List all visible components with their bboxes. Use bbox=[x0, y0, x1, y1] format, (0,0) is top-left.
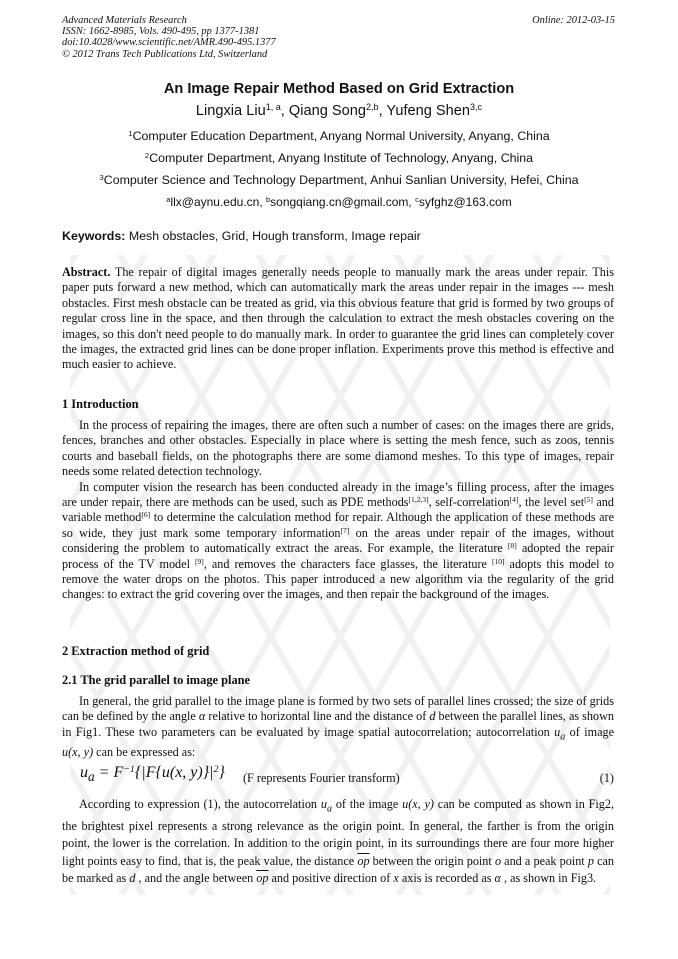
equation-note: (F represents Fourier transform) bbox=[243, 771, 400, 785]
citation[interactable]: [6] bbox=[141, 510, 151, 520]
citation[interactable]: [9] bbox=[194, 556, 204, 566]
section-2-heading: 2 Extraction method of grid bbox=[62, 644, 210, 658]
keywords-label: Keywords: bbox=[62, 229, 126, 243]
abstract bbox=[62, 265, 614, 373]
paragraph: In the process of repairing the images, there are often such a number of cases: on the images there are grids, fences, branches and other obstacles. Especially in place where is setting the mesh fence, such as zoos, tennis courts and baseball fields, on the photographs there are some diamond meshes. To this type of images, repair needs some related detection technology. bbox=[62, 418, 614, 479]
email-sup: a bbox=[166, 194, 171, 204]
equation-math: $u_a = F^{-1}\{|F\{u(x$, $y)\}|^2$} bbox=[80, 763, 225, 785]
aff-text: Computer Science and Technology Department, Anhui Sanlian University, Hefei, China bbox=[103, 173, 579, 187]
paper-title: An Image Repair Method Based on Grid Extraction bbox=[163, 81, 515, 97]
email-sup: b bbox=[266, 194, 271, 204]
author-list: Lingxia Liu$^{1, a}$, Qiang Song$^{2,b}$, Yufeng Shen$^{3,c}$ bbox=[195, 102, 483, 119]
citation[interactable]: [5] bbox=[584, 494, 593, 504]
journal-header bbox=[62, 15, 276, 60]
copyright: © 2012 Trans Tech Publications Ltd, Switzerland bbox=[62, 48, 268, 60]
citation[interactable]: [10] bbox=[491, 556, 505, 566]
paragraph: In general, the grid parallel to the image plane is formed by two sets of parallel lines crossed; the size of grids can be defined by the angle α relative to horizontal line and the distance of d between the parallel lines, as shown in Fig1. These two parameters can be evaluated by image spatial autocorrelation; autocorrelation $u_a$ of image u(x, y) can be expressed as: bbox=[62, 694, 614, 759]
keywords-text: Mesh obstacles, Grid, Hough transform, Image repair bbox=[128, 229, 421, 243]
issn: ISSN: 1662-8985, Vols. 490-495, pp 1377-1381 bbox=[62, 26, 260, 38]
abstract-text: The repair of digital images generally needs people to manually mark the areas under repair. This paper puts forward a new method, which can automatically mark the areas under repair in the images --- mesh obstacles. First mesh obstacle can be treated as grid, via this obvious feature that grid is formed by two groups of regular cross line in the space, and then through the calculation to extract the mesh obstacles covering on the images, so this don't need people to do manually mark. In order to guarantee the grid lines can completely cover the images, the extracted grid lines can be done proper inflation. Experiments prove this method is effective and much easier to achieve. bbox=[62, 265, 614, 372]
affiliation-2 bbox=[0, 151, 678, 165]
equation-1 bbox=[62, 764, 614, 792]
citation[interactable]: [7] bbox=[340, 525, 350, 535]
abstract-label: Abstract. bbox=[62, 265, 111, 279]
aff-sup: 3 bbox=[99, 172, 104, 182]
journal-name: Advanced Materials Research bbox=[62, 15, 187, 26]
email-list: $^a$llx@aynu.edu.cn, $^b$songqiang.cn@gmail.com, $^c$syfghz@163.com bbox=[166, 194, 512, 209]
online-date: Online: 2012-03-15 bbox=[532, 15, 615, 26]
author-name: Yufeng Shen bbox=[386, 103, 471, 119]
affiliation-3 bbox=[0, 173, 678, 187]
aff-text: Computer Department, Anyang Institute of Technology, Anyang, China bbox=[149, 151, 534, 165]
citation[interactable]: [4] bbox=[509, 494, 519, 504]
affiliation-1 bbox=[0, 129, 678, 143]
section-1-heading: 1 Introduction bbox=[62, 397, 139, 411]
subsection-2-1-heading: 2.1 The grid parallel to image plane bbox=[62, 673, 251, 687]
email-link[interactable]: songqiang.cn@gmail.com bbox=[270, 195, 409, 209]
citation[interactable]: [8] bbox=[507, 541, 517, 551]
email-sup: c bbox=[415, 194, 419, 204]
equation-number: (1) bbox=[599, 771, 614, 785]
email-link[interactable]: llx@aynu.edu.cn bbox=[170, 195, 260, 209]
author-sup: 3,c bbox=[470, 102, 483, 113]
author-name: Lingxia Liu bbox=[195, 103, 266, 119]
aff-sup: 2 bbox=[144, 150, 150, 160]
email-link[interactable]: syfghz@163.com bbox=[418, 195, 512, 209]
section-2-1-body-cont bbox=[62, 796, 614, 888]
doi: doi:10.4028/www.scientific.net/AMR.490-495.1377 bbox=[62, 37, 276, 49]
citation[interactable]: [1,2,3] bbox=[408, 494, 429, 504]
section-1-body bbox=[62, 418, 614, 603]
paragraph: In computer vision the research has been conducted already in the image’s filling process, after the images are under repair, there are methods can be used, such as PDE methods[1,2,3], self-correlation[4], the level set[5] and variable method[6] to determine the calculation method for repair. Although the application of these methods are so wide, they just mark some temporary information[7] on the areas under repair of the images, without considering the problem to automatically extract the areas. For example, the literature [8] adopted the repair process of the TV model [9], and removes the characters face glasses, the literature [10] adopts this model to remove the water drops on the photos. This paper introduced a new algorithm via the regularity of the grid changes: to extract the grid covering over the images, and then repair the background of the images. bbox=[62, 479, 614, 602]
keywords bbox=[62, 229, 421, 243]
aff-text: Computer Education Department, Anyang Normal University, Anyang, China bbox=[132, 129, 550, 143]
section-2-1-body bbox=[62, 694, 614, 760]
author-name: Qiang Song bbox=[288, 103, 366, 119]
aff-sup: 1 bbox=[128, 128, 133, 138]
author-sup: 2,b bbox=[365, 102, 379, 113]
author-sup: 1, a bbox=[265, 102, 281, 113]
paragraph: According to expression (1), the autocorrelation $u_a$ of the image u(x, y) can be computed as shown in Fig2, the brightest pixel represents a strong relevance as the origin point. In general, the farther is from the origin point, the lower is the correlation. In addition to the origin point, in its surroundings there are four more higher light points easy to find, that is, the peak value, the distance $\overline{op}$ between the origin point o and a peak point p can be marked as d , and the angle between $\overline{op}$ and positive direction of x axis is recorded as α , as shown in Fig3. bbox=[62, 797, 614, 886]
